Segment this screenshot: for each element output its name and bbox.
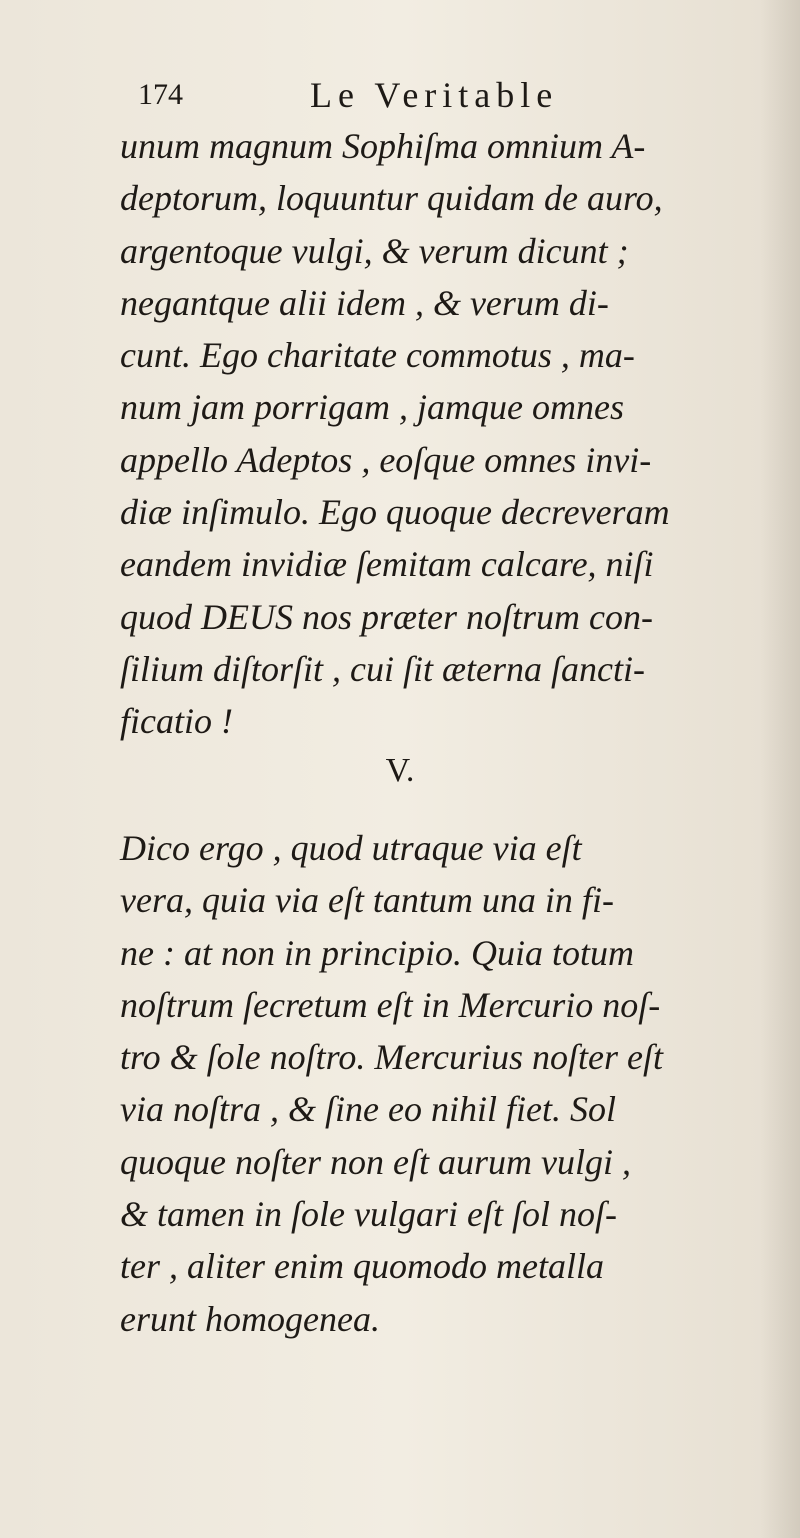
text-line: cunt. Ego charitate commotus , ma- [120,335,635,376]
text-line: erunt homogenea. [120,1298,380,1339]
text-line: ter , aliter enim quomodo metalla [120,1246,604,1287]
section-heading: V. [385,752,415,789]
text-line: ſilium diſtorſit , cui ſit æterna ſancti- [120,648,645,689]
text-line: tro & ſole noſtro. Mercurius noſter eſt [120,1037,663,1078]
text-line: ficatio ! [120,701,233,742]
text-line: Dico ergo , quod utraque via eſt [120,828,582,868]
text-line: num jam porrigam , jamque omnes [120,387,624,428]
text-line: quod DEUS nos præter noſtrum con- [120,596,653,637]
text-line: quoque noſter non eſt aurum vulgi , [120,1141,631,1182]
text-line: appello Adeptos , eoſque omnes invi- [120,439,652,480]
text-line: eandem invidiæ ſemitam calcare, niſi [120,544,654,585]
text-line: negantque alii idem , & verum di- [120,282,609,323]
text-line: unum magnum Sophiſma omnium A- [120,126,646,166]
page-number: 174 [138,78,183,111]
text-line: via noſtra , & ſine eo nihil fiet. Sol [120,1089,616,1130]
text-line: diæ inſimulo. Ego quoque decreveram [120,492,670,533]
running-title: Le Veritable [310,75,559,115]
paragraph-2 [120,822,760,1345]
running-head [138,74,698,118]
text-line: noſtrum ſecretum eſt in Mercurio noſ- [120,984,661,1025]
paragraph-1 [120,120,760,748]
text-line: vera, quia via eſt tantum una in fi- [120,880,614,921]
text-line: argentoque vulgi, & verum dicunt ; [120,230,629,271]
text-line: deptorum, loquuntur quidam de auro, [120,178,663,219]
text-line: ne : at non in principio. Quia totum [120,932,634,973]
text-line: & tamen in ſole vulgari eſt ſol noſ- [120,1194,617,1235]
